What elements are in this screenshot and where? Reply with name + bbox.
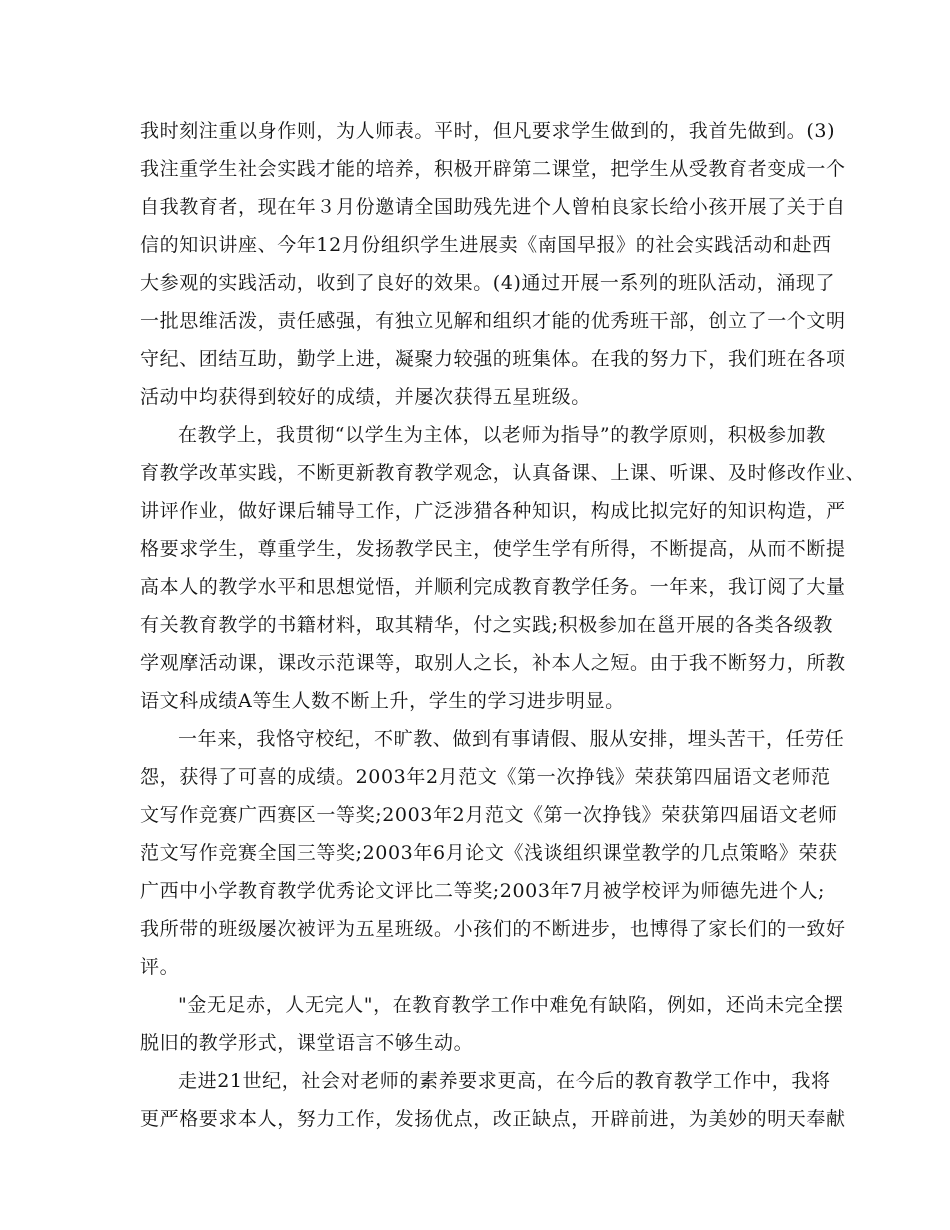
paragraph-first-line: 一年来，我恪守校纪，不旷教、做到有事请假、服从安排，埋头苦干，任劳任	[178, 728, 845, 750]
text-line: 我所带的班级屡次被评为五星班级。小孩们的不断进步，也博得了家长们的一致好	[140, 918, 846, 940]
text-line: 有关教育教学的书籍材料，取其精华，付之实践;积极参加在邕开展的各类各级教	[140, 614, 834, 636]
text-line: 信的知识讲座、今年12月份组织学生进展卖《南国早报》的社会实践活动和赴西	[140, 234, 832, 256]
paragraph-first-line: "金无足赤，人无完人"，在教育教学工作中难免有缺陷，例如，还尚未完全摆	[178, 994, 844, 1016]
text-line: 大参观的实践活动，收到了良好的效果。(4)通过开展一系列的班队活动，涌现了	[140, 272, 836, 294]
text-line: 脱旧的教学形式，课堂语言不够生动。	[140, 1032, 474, 1054]
text-line: 育教学改革实践，不断更新教育教学观念，认真备课、上课、听课、及时修改作业、	[140, 462, 866, 484]
paragraph-first-line: 在教学上，我贯彻“以学生为主体，以老师为指导”的教学原则，积极参加教	[178, 424, 826, 446]
text-line: 我注重学生社会实践才能的培养，积极开辟第二课堂，把学生从受教育者变成一个	[140, 158, 846, 180]
text-line: 广西中小学教育教学优秀论文评比二等奖;2003年7月被学校评为师德先进个人;	[140, 880, 826, 902]
text-line: 守纪、团结互助，勤学上进，凝聚力较强的班集体。在我的努力下，我们班在各项	[140, 348, 846, 370]
text-line: 怨，获得了可喜的成绩。2003年2月范文《第一次挣钱》荣获第四届语文老师范	[140, 766, 831, 788]
text-line: 格要求学生，尊重学生，发扬教学民主，使学生学有所得，不断提高，从而不断提	[140, 538, 846, 560]
text-line: 活动中均获得到较好的成绩，并屡次获得五星班级。	[140, 386, 591, 408]
text-line: 学观摩活动课，课改示范课等，取别人之长，补本人之短。由于我不断努力，所教	[140, 652, 846, 674]
text-line: 自我教育者，现在年３月份邀请全国助残先进个人曾柏良家长给小孩开展了关于自	[140, 196, 846, 218]
paragraph-first-line: 走进21世纪，社会对老师的素养要求更高，在今后的教育教学工作中，我将	[178, 1070, 831, 1092]
text-line: 范文写作竞赛全国三等奖;2003年6月论文《浅谈组织课堂教学的几点策略》荣获	[140, 842, 838, 864]
document-body	[140, 112, 866, 1138]
text-line: 文写作竞赛广西赛区一等奖;2003年2月范文《第一次挣钱》荣获第四届语文老师	[140, 804, 838, 826]
text-line: 高本人的教学水平和思想觉悟，并顺利完成教育教学任务。一年来，我订阅了大量	[140, 576, 846, 598]
text-line: 我时刻注重以身作则，为人师表。平时，但凡要求学生做到的，我首先做到。(3)	[140, 120, 836, 142]
text-line: 讲评作业，做好课后辅导工作，广泛涉猎各种知识，构成比拟完好的知识构造，严	[140, 500, 846, 522]
text-line: 语文科成绩A等生人数不断上升，学生的学习进步明显。	[140, 690, 625, 712]
text-line: 更严格要求本人，努力工作，发扬优点，改正缺点，开辟前进，为美妙的明天奉献	[140, 1108, 846, 1130]
text-line: 一批思维活泼，责任感强，有独立见解和组织才能的优秀班干部，创立了一个文明	[140, 310, 846, 332]
text-line: 评。	[140, 956, 180, 978]
